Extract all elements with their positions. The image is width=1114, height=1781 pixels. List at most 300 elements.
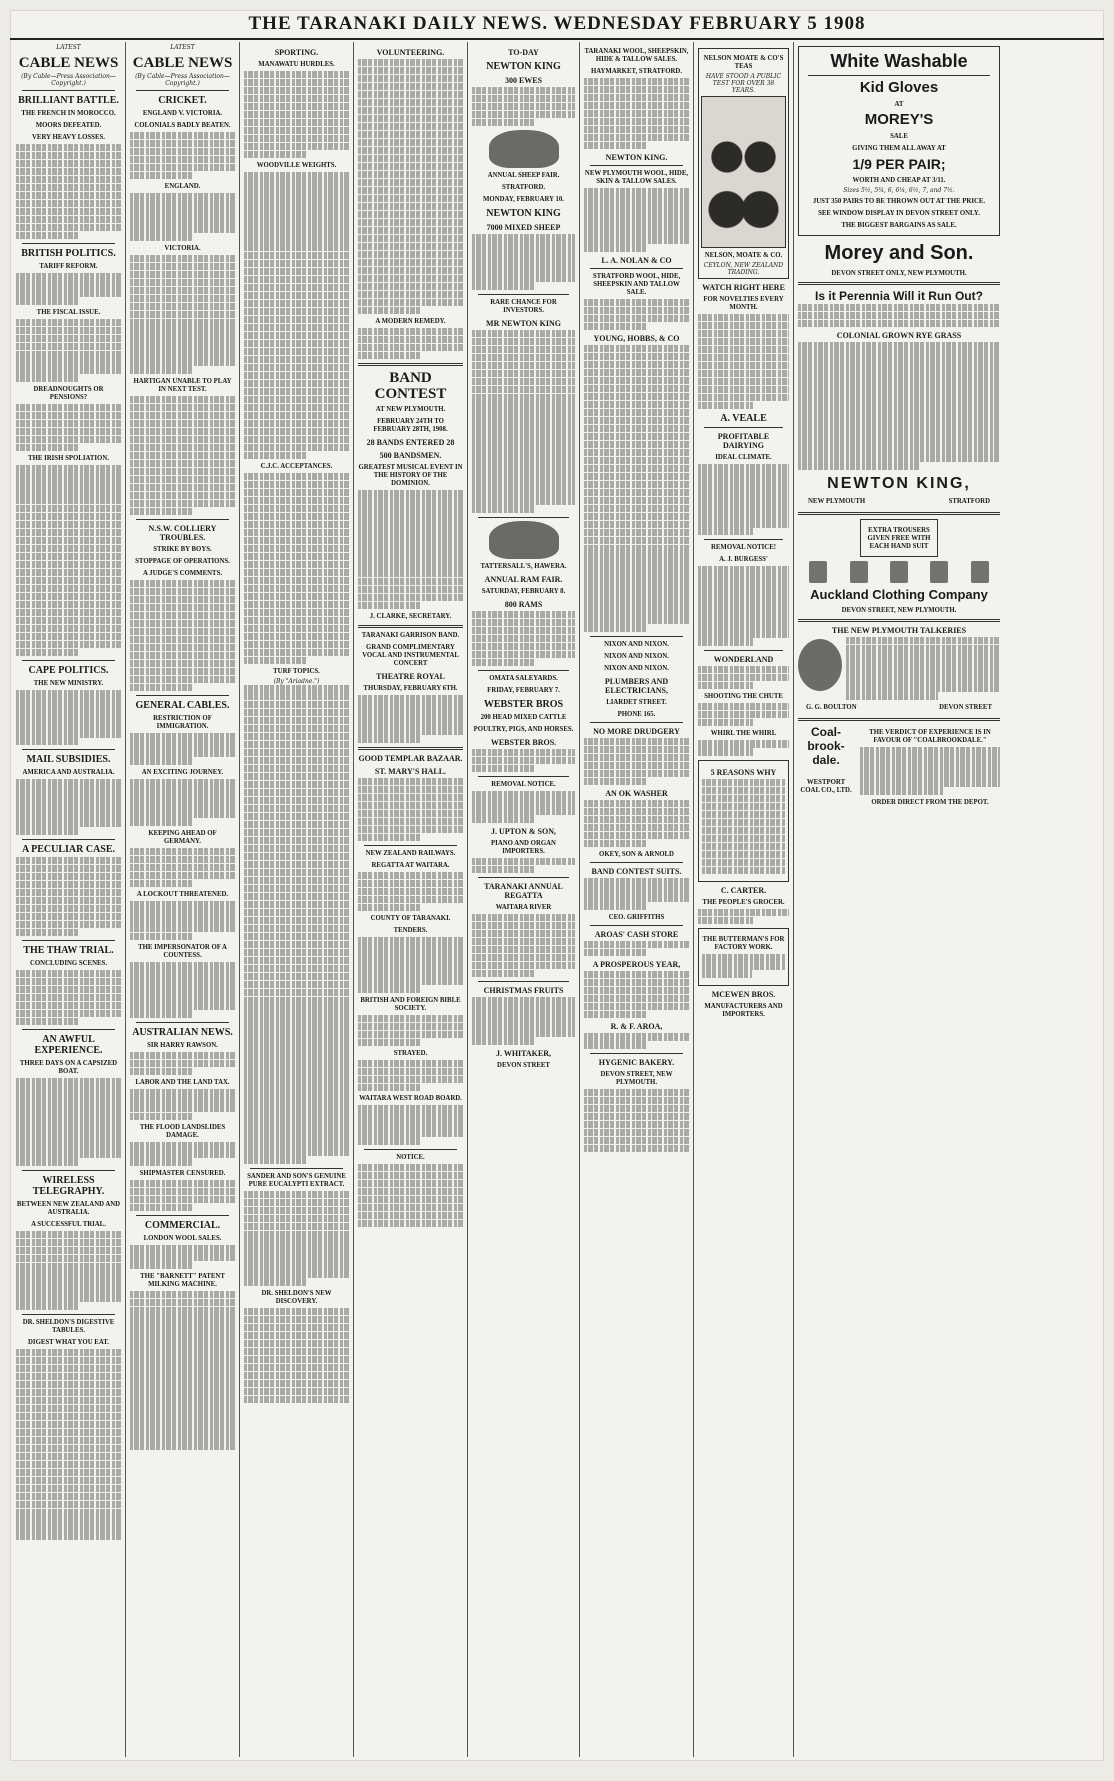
advert-line: 300 EWES: [504, 76, 543, 85]
article-body: [16, 857, 121, 936]
advert-body: [698, 314, 789, 409]
article-body: [244, 685, 349, 1163]
advert-line: REGATTA AT WAITARA.: [371, 862, 450, 870]
advert-line: NIXON AND NIXON.: [604, 664, 669, 672]
article-body: [130, 396, 235, 515]
advert-line: SHOOTING THE CHUTE: [704, 693, 783, 701]
article-body: [130, 962, 235, 1017]
divider: [590, 862, 683, 863]
article-body: [16, 273, 121, 304]
advert-body: [358, 1060, 463, 1091]
advert-body: [584, 971, 689, 1018]
subheadline: THE FRENCH IN MOROCCO.: [21, 110, 116, 117]
advert-line: COLONIAL GROWN RYE GRASS: [836, 331, 962, 341]
divider: [478, 517, 569, 518]
advert-heading: NOTICE.: [396, 1153, 425, 1161]
advert-body: [698, 566, 789, 645]
subheadline: STRIKE BY BOYS.: [153, 545, 212, 553]
advert-body: [798, 342, 1000, 469]
advert-body: [584, 188, 689, 251]
kicker: LATEST: [170, 44, 195, 51]
advert-line: FEBRUARY 24TH TO FEBRUARY 28TH, 1908.: [373, 418, 448, 434]
divider: [590, 268, 683, 269]
divider: [798, 282, 1000, 285]
headline: GENERAL CABLES.: [135, 700, 230, 712]
advert-title: White Washable: [830, 51, 968, 71]
byline: (By "Ariadne."): [273, 678, 320, 686]
advert-line: GRAND COMPLIMENTARY VOCAL AND INSTRUMENTAL CONCERT: [362, 644, 459, 668]
advert-line: SATURDAY, FEBRUARY 8.: [481, 587, 566, 595]
article-body: [244, 473, 349, 664]
advert-line: STRATFORD.: [501, 184, 546, 192]
advert-name: R. & F. AROA,: [610, 1022, 663, 1032]
advert-name: MCEWEN BROS.: [711, 989, 776, 999]
tea-place: CEYLON, NEW ZEALAND TRADING.: [703, 262, 784, 276]
advert-body: [358, 937, 463, 992]
advert-heading: 5 REASONS WHY: [710, 767, 777, 777]
advert-heading: TARANAKI ANNUAL REGATTA: [484, 882, 563, 901]
advert-name: J. UPTON & SON,: [491, 826, 556, 836]
advert-price: 1/9 PER PAIR;: [852, 156, 946, 172]
advert-title: NEWTON KING,: [827, 474, 971, 492]
headline: A PECULIAR CASE.: [21, 843, 116, 855]
section-heading: SPORTING.: [274, 48, 319, 57]
subheadline: LONDON WOOL SALES.: [143, 1235, 222, 1243]
column-5: [468, 42, 580, 1757]
advert-body: [584, 299, 689, 330]
advert-body: [584, 1089, 689, 1152]
article-body: [130, 779, 235, 826]
article-body: [358, 328, 463, 359]
advert-title: Auckland Clothing Company: [810, 586, 988, 602]
advert-body: [584, 941, 689, 956]
headline: DR. SHELDON'S DIGESTIVE TABULES.: [22, 1318, 115, 1334]
cable-news-heading: CABLE NEWS: [18, 55, 119, 71]
advert-line: THE PEOPLE'S GROCER.: [702, 899, 785, 907]
advert-heading: NO MORE DRUDGERY: [593, 726, 680, 736]
advert-name: J. WHITAKER,: [495, 1048, 552, 1058]
advert-body: [358, 1164, 463, 1227]
advert-line: MANUFACTURERS AND IMPORTERS.: [704, 1002, 783, 1018]
divider: [22, 660, 115, 661]
advert-body: [358, 872, 463, 911]
subheadline: SIR HARRY RAWSON.: [147, 1041, 218, 1049]
divider: [798, 512, 1000, 515]
advert-body: [846, 637, 1000, 701]
advert-body: [698, 666, 789, 689]
advert-body: [472, 330, 575, 513]
clothing-illustrations: [798, 561, 1000, 583]
article-body: [16, 465, 121, 656]
subheadline: SHIPMASTER CENSURED.: [139, 1169, 226, 1177]
advert-body: [472, 858, 575, 873]
section-heading: VOLUNTEERING.: [376, 48, 445, 57]
advert-body: [472, 997, 575, 1044]
column-2: [126, 42, 240, 1757]
column-1: [12, 42, 126, 1757]
tea-brand: NELSON MOATE & CO'S TEAS: [703, 55, 784, 70]
advert-line: 200 HEAD MIXED CATTLE: [480, 713, 567, 721]
divider: [364, 1149, 457, 1150]
divider: [798, 619, 1000, 622]
advert-body: [472, 749, 575, 772]
divider: [704, 650, 783, 651]
headline: WIRELESS TELEGRAPHY.: [32, 1174, 105, 1197]
advert-line: THURSDAY, FEBRUARY 6TH.: [363, 685, 458, 693]
advert-name: WEBSTER BROS: [483, 698, 564, 710]
article-body: [130, 848, 235, 887]
advert-body: [698, 909, 789, 924]
morey-advert: [798, 46, 1000, 236]
article-body: [244, 172, 349, 459]
cable-news-heading: CABLE NEWS: [132, 55, 233, 71]
advert-heading: SANDER AND SON'S GENUINE PURE EUCALYPTI EXTRACT.: [247, 1172, 346, 1188]
divider: [22, 90, 115, 91]
advert-heading: REMOVAL NOTICE.: [491, 781, 556, 789]
article-body: [130, 1180, 235, 1211]
divider: [136, 90, 229, 91]
advert-heading: C. CARTER.: [720, 886, 767, 896]
advert-name: A. VEALE: [720, 413, 767, 425]
advert-heading: NEW ZEALAND RAILWAYS.: [365, 850, 456, 858]
advert-line: AN OK WASHER: [605, 789, 668, 799]
advert-body: [244, 1191, 349, 1286]
advert-heading: TATTERSALL'S, HAWERA.: [480, 562, 567, 570]
credit-line: (By Cable—Press Association—Copyright.): [135, 73, 230, 87]
advert-line: GIVING THEM ALL AWAY AT: [852, 145, 946, 152]
advert-heading: OMATA SALEYARDS.: [489, 674, 558, 682]
advert-body: [358, 490, 463, 609]
advert-heading: GOOD TEMPLAR BAZAAR.: [358, 753, 463, 763]
article-body: [244, 71, 349, 158]
article-body: [16, 1349, 121, 1540]
advert-heading: BAND CONTEST SUITS.: [591, 867, 682, 877]
advert-line: WHIRL THE WHIRL: [710, 730, 777, 738]
advert-body: [702, 954, 785, 977]
headline: THE THAW TRIAL.: [23, 945, 114, 957]
divider: [22, 940, 115, 941]
subheadline: AMERICA AND AUSTRALIA.: [22, 769, 115, 777]
article-body: [16, 319, 121, 382]
advert-heading: BAND CONTEST: [374, 370, 447, 403]
newspaper-page: [10, 10, 1104, 1761]
column-7: [694, 42, 794, 1757]
advert-name: MR NEWTON KING: [486, 318, 561, 328]
subheadline: THE IRISH SPOLIATION.: [28, 455, 109, 463]
coal-main: [860, 725, 1000, 808]
article-body: [16, 970, 121, 1025]
advert-body: [698, 703, 789, 726]
advert-line: HAYMARKET, STRATFORD.: [590, 68, 683, 75]
divider: [364, 845, 457, 846]
advert-body: [472, 914, 575, 977]
divider: [590, 1053, 683, 1054]
suit-icon: [850, 561, 868, 583]
advert-body: [244, 1308, 349, 1403]
divider: [358, 747, 463, 750]
advert-line: 800 RAMS: [504, 599, 543, 609]
advert-heading: REMOVAL NOTICE!: [710, 544, 777, 552]
advert-line: TENDERS.: [393, 927, 428, 935]
advert-line: THE BIGGEST BARGAINS AS SALE.: [841, 222, 957, 229]
column-4: [354, 42, 468, 1757]
divider: [22, 1029, 115, 1030]
advert-name: WESTPORT COAL CO., LTD.: [800, 779, 852, 795]
article-body: [130, 580, 235, 691]
medals-illustration: [701, 96, 786, 248]
subheadline: ENGLAND.: [164, 183, 201, 191]
advert-heading: WONDERLAND: [713, 654, 774, 664]
advert-line: AT: [894, 101, 904, 108]
article-body: [16, 690, 121, 745]
butter-advert: [698, 928, 789, 985]
divider: [22, 243, 115, 244]
advert-body: [584, 738, 689, 785]
advert-body: [472, 611, 575, 666]
advert-line: A PROSPEROUS YEAR,: [592, 960, 681, 970]
headline: AN AWFUL EXPERIENCE.: [34, 1034, 103, 1057]
credit-line: (By Cable—Press Association—Copyright.): [21, 73, 116, 87]
divider: [590, 165, 683, 166]
tea-footer: NELSON, MOATE & CO.: [704, 252, 783, 259]
advert-name: WEBSTER BROS.: [490, 737, 557, 747]
subheadline: C.J.C. ACCEPTANCES.: [260, 463, 333, 471]
article-body: [130, 1245, 235, 1268]
advert-line: EXTRA TROUSERS GIVEN FREE WITH EACH HAND SUIT: [867, 526, 931, 550]
advert-heading: PLUMBERS AND ELECTRICIANS,: [604, 676, 669, 695]
column-8: [794, 42, 1004, 1757]
advert-name: OKEY, SON & ARNOLD: [599, 851, 674, 859]
divider: [136, 1022, 229, 1023]
divider: [808, 75, 990, 76]
article-body: [130, 1291, 235, 1450]
subheadline: DREADNOUGHTS OR PENSIONS?: [33, 385, 104, 401]
advert-name: CEO. GRIFFITHS: [608, 913, 665, 921]
advert-heading: WATCH RIGHT HERE: [702, 283, 785, 292]
divider: [250, 1168, 343, 1169]
advert-title: MOREY'S: [864, 111, 934, 128]
subheadline: ENGLAND V. VICTORIA.: [142, 110, 223, 117]
divider: [22, 749, 115, 750]
divider: [590, 925, 683, 926]
subheadline: VERY HEAVY LOSSES.: [32, 134, 105, 141]
article-body: [16, 144, 121, 239]
divider: [590, 722, 683, 723]
advert-line: 7000 MIXED SHEEP: [486, 223, 561, 233]
scoreboard: [130, 193, 235, 240]
advert-locations: [798, 494, 1000, 508]
advert-locations: [798, 700, 1000, 714]
divider: [358, 625, 463, 628]
article-body: [130, 733, 235, 764]
divider: [22, 839, 115, 840]
suit-icon: [890, 561, 908, 583]
advert-body: [472, 791, 575, 822]
headline: CRICKET.: [158, 95, 207, 106]
advert-line: SALE: [890, 133, 908, 140]
advert-line: ANNUAL RAM FAIR.: [484, 574, 563, 584]
subheadline: THREE DAYS ON A CAPSIZED BOAT.: [19, 1060, 118, 1076]
advert-name: NEWTON KING: [486, 61, 561, 72]
headline: BRILLIANT BATTLE.: [18, 95, 119, 106]
suit-icon: [930, 561, 948, 583]
coal-advert: [798, 725, 1000, 808]
divider: [22, 1314, 115, 1315]
headline: N.S.W. COLLIERY TROUBLES.: [148, 523, 217, 542]
divider: [478, 670, 569, 671]
advert-body: [358, 1015, 463, 1046]
advert-name: NEWTON KING: [486, 208, 561, 220]
masthead: [10, 10, 1104, 40]
advert-line: DEVON STREET, NEW PLYMOUTH.: [841, 606, 957, 614]
subheadline: BETWEEN NEW ZEALAND AND AUSTRALIA.: [16, 1200, 121, 1216]
advert-body: [698, 464, 789, 535]
subheadline: STOPPAGE OF OPERATIONS.: [135, 557, 230, 565]
advert-line: ST. MARY'S HALL.: [374, 766, 447, 776]
advert-heading: WAITARA WEST ROAD BOARD.: [359, 1095, 462, 1103]
subheadline: WOODVILLE WEIGHTS.: [256, 162, 337, 170]
kicker: LATEST: [56, 44, 81, 51]
advert-line: DEVON STREET, NEW PLYMOUTH.: [600, 1070, 673, 1086]
advert-body: [358, 778, 463, 841]
trousers-badge: [860, 519, 938, 557]
advert-heading: THE NEW PLYMOUTH TALKERIES: [831, 625, 967, 635]
advert-body: [358, 695, 463, 742]
advert-title: Coal-brook-dale.: [807, 725, 845, 768]
advert-signature: J. CLARKE, SECRETARY.: [369, 613, 452, 621]
divider: [136, 1215, 229, 1216]
subheadline: TARIFF REFORM.: [39, 263, 98, 271]
subheadline: LABOR AND THE LAND TAX.: [135, 1079, 230, 1087]
advert-heading: CHRISTMAS FRUITS: [483, 986, 564, 996]
column-6: [580, 42, 694, 1757]
article-body: [130, 1089, 235, 1120]
divider: [704, 539, 783, 540]
advert-heading: RARE CHANCE FOR INVESTORS.: [490, 298, 557, 314]
divider: [478, 294, 569, 295]
advert-line: IDEAL CLIMATE.: [715, 454, 772, 462]
advert-body: [358, 1105, 463, 1144]
advert-line: 28 BANDS ENTERED 28: [366, 438, 455, 448]
advert-line: THE VERDICT OF EXPERIENCE IS IN FAVOUR OF "COALBROOKDALE.": [869, 729, 991, 745]
advert-body: [584, 78, 689, 149]
advert-title: Morey and Son.: [824, 242, 974, 264]
advert-body: [472, 234, 575, 289]
advert-title: Is it Perennia Will it Run Out?: [815, 289, 983, 303]
advert-heading: STRATFORD WOOL, HIDE, SHEEPSKIN AND TALLOW SALE.: [592, 272, 681, 296]
subheadline: THE FISCAL ISSUE.: [36, 308, 101, 316]
article-body: [130, 1142, 235, 1165]
advert-line: DEVON STREET ONLY, NEW PLYMOUTH.: [831, 270, 967, 277]
edison-portrait: [798, 639, 842, 691]
advert-heading: THE BUTTERMAN'S FOR FACTORY WORK.: [702, 936, 785, 952]
headline: COMMERCIAL.: [144, 1220, 221, 1232]
subheadline: THE FLOOD LANDSLIDES DAMAGE.: [139, 1124, 226, 1140]
advert-line: AT NEW PLYMOUTH.: [375, 406, 446, 414]
advert-body: [798, 304, 1000, 327]
divider: [590, 636, 683, 637]
subheadline: CONCLUDING SCENES.: [29, 960, 108, 968]
subheadline: RESTRICTION OF IMMIGRATION.: [153, 715, 212, 731]
headline: MAIL SUBSIDIES.: [26, 754, 111, 766]
advert-line: PIANO AND ORGAN IMPORTERS.: [491, 839, 556, 855]
scoreboard: [130, 255, 235, 374]
advert-line: NEW PLYMOUTH: [808, 497, 866, 505]
advert-name: YOUNG, HOBBS, & CO: [593, 333, 680, 343]
subheadline: THE NEW MINISTRY.: [33, 680, 104, 688]
advert-heading: COUNTY OF TARANAKI.: [370, 915, 451, 923]
divider: [358, 363, 463, 366]
columns: [12, 42, 1102, 1757]
advert-heading: NEW PLYMOUTH WOOL, HIDE, SKIN & TALLOW SALES.: [584, 170, 689, 186]
advert-line: THEATRE ROYAL: [376, 672, 445, 682]
advert-body: [584, 878, 689, 909]
divider: [478, 877, 569, 878]
talkeries-advert: [798, 637, 1000, 701]
subheadline: VICTORIA.: [164, 244, 201, 252]
article-body: [130, 132, 235, 179]
subheadline: KEEPING AHEAD OF GERMANY.: [148, 829, 217, 845]
advert-line: WORTH AND CHEAP AT 3/11.: [852, 177, 946, 184]
tea-advert: [698, 48, 789, 279]
subheadline: A MODERN REMEDY.: [375, 317, 446, 325]
advert-heading: PROFITABLE DAIRYING: [717, 432, 770, 451]
subheadline: A LOCKOUT THREATENED.: [136, 891, 229, 899]
divider: [478, 981, 569, 982]
subheadline: THE "BARNETT" PATENT MILKING MACHINE.: [140, 1272, 225, 1288]
advert-name: A. J. BURGESS': [719, 556, 768, 564]
advert-body: [702, 779, 785, 874]
article-body: [16, 779, 121, 834]
advert-line: SEE WINDOW DISPLAY IN DEVON STREET ONLY.: [818, 210, 980, 217]
divider: [478, 776, 569, 777]
headline: BRITISH POLITICS.: [21, 248, 116, 260]
advert-line: WAITARA RIVER: [495, 904, 552, 912]
divider: [136, 695, 229, 696]
column-3: [240, 42, 354, 1757]
advert-heading: STRAYED.: [393, 1049, 428, 1057]
advert-heading: DR. SHELDON'S NEW DISCOVERY.: [261, 1289, 332, 1305]
subheadline: MOORS DEFEATED.: [35, 122, 102, 129]
advert-heading: ANNUAL SHEEP FAIR.: [487, 172, 560, 180]
subheadline: A SUCCESSFUL TRIAL.: [31, 1220, 106, 1228]
advert-line: GREATEST MUSICAL EVENT IN THE HISTORY OF THE DOMINION.: [358, 464, 463, 488]
subheadline: DIGEST WHAT YOU EAT.: [28, 1338, 109, 1346]
article-body: [130, 1052, 235, 1075]
advert-line: ORDER DIRECT FROM THE DEPOT.: [871, 798, 989, 806]
article-body: [130, 901, 235, 940]
subheadline: A JUDGE'S COMMENTS.: [142, 569, 223, 577]
ram-icon: [489, 521, 559, 559]
advert-line: LIARDET STREET.: [606, 698, 667, 706]
advert-line: POULTRY, PIGS, AND HORSES.: [473, 725, 574, 733]
advert-heading: TO-DAY: [508, 48, 539, 57]
advert-line: DEVON STREET: [497, 1061, 550, 1069]
headline: AUSTRALIAN NEWS.: [132, 1026, 233, 1038]
headline: CAPE POLITICS.: [28, 665, 109, 677]
advert-body: [584, 1033, 689, 1048]
divider: [704, 427, 783, 428]
advert-line: MONDAY, FEBRUARY 10.: [483, 196, 564, 204]
article-body: [16, 1078, 121, 1165]
classifieds: [584, 345, 689, 632]
newspaper-title: THE TARANAKI DAILY NEWS. WEDNESDAY FEBRUARY 5 1908: [248, 13, 866, 34]
advert-heading: TARANAKI WOOL, SHEEPSKIN, HIDE & TALLOW SALES.: [584, 48, 689, 63]
advert-line: NIXON AND NIXON.: [604, 652, 669, 660]
advert-heading: TARANAKI GARRISON BAND.: [361, 632, 460, 640]
article-body: [16, 1231, 121, 1310]
subheadline: HARTIGAN UNABLE TO PLAY IN NEXT TEST.: [133, 377, 232, 393]
